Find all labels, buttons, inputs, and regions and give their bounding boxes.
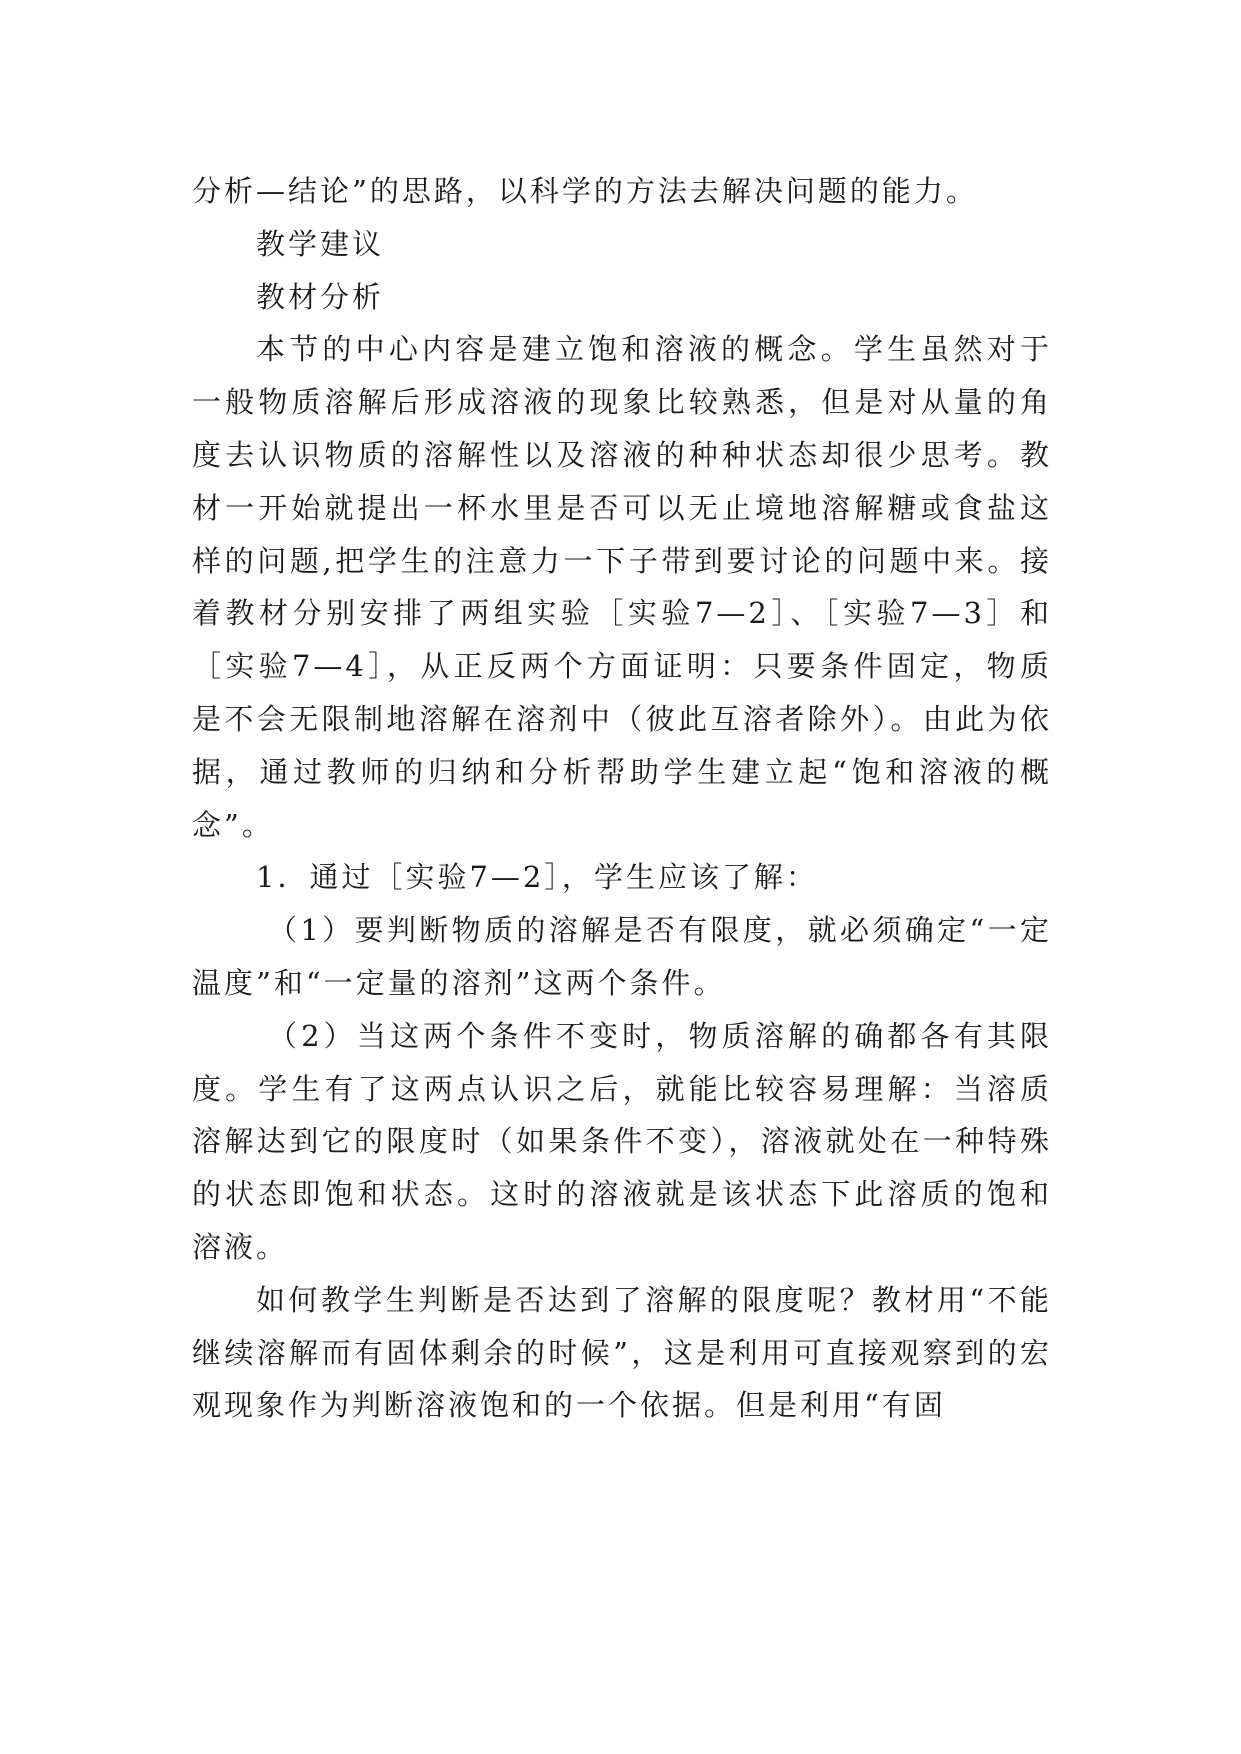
sub-item-1: （1）要判断物质的溶解是否有限度，就必须确定“一定温度”和“一定量的溶剂”这两个条件。 [192, 913, 1052, 1000]
heading-textbook-analysis: 教材分析 [256, 279, 385, 314]
paragraph-main-content: 本节的中心内容是建立饱和溶液的概念。学生虽然对于一般物质溶解后形成溶液的现象比较熟悉，但是对从量的角度去认识物质的溶解性以及溶液的种种状态却很少思考。教材一开始就提出一杯水里是否可以无止境地溶解糖或食盐这样的问题,把学生的注意力一下子带到要讨论的问题中来。接着教材分别安排了两组实验［实验7—2］、［实验7—3］和［实验7—4］，从正反两个方面证明：只要条件固定，物质是不会无限制地溶解在溶剂中（彼此互溶者除外）。由此为依据，通过教师的归纳和分析帮助学生建立起“饱和溶液的概念”。 [192, 332, 1052, 842]
paragraph-continuation: 分析—结论”的思路，以科学的方法去解决问题的能力。 [192, 174, 978, 208]
paragraph-judgement: 如何教学生判断是否达到了溶解的限度呢？教材用“不能继续溶解而有固体剩余的时候”，这是利用可直接观察到的宏观现象作为判断溶液饱和的一个依据。但是利用“有固 [192, 1282, 1052, 1423]
list-item-1: 1．通过［实验7—2］，学生应该了解： [256, 860, 818, 895]
sub-item-2: （2）当这两个条件不变时，物质溶解的确都各有其限度。学生有了这两点认识之后，就能比较容易理解：当溶质溶解达到它的限度时（如果条件不变），溶液就处在一种特殊的状态即饱和状态。这时的溶液就是该状态下此溶质的饱和溶液。 [192, 1018, 1052, 1264]
document-body [192, 165, 1052, 1432]
heading-teaching-suggestions: 教学建议 [256, 226, 385, 261]
